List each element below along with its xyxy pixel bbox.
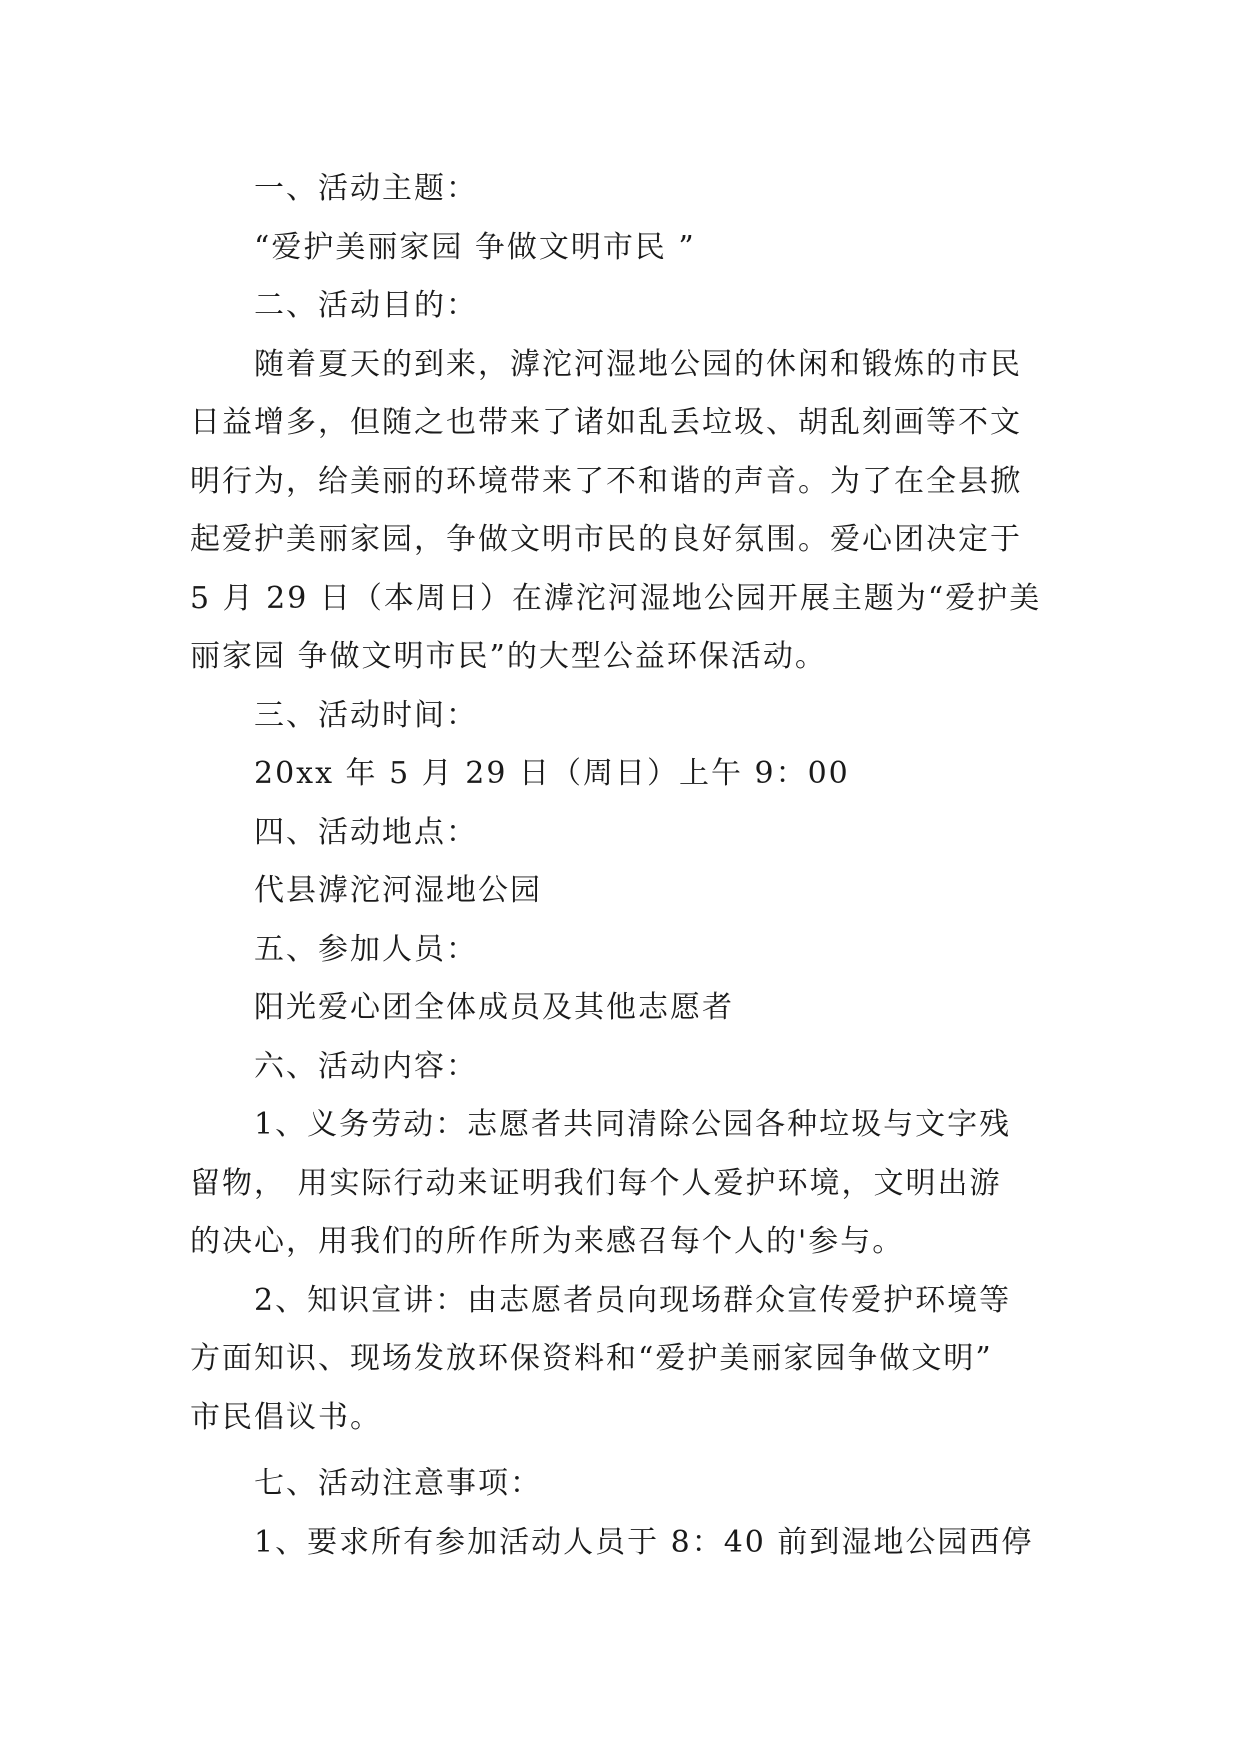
heading-activity-time: 三、活动时间： <box>254 697 478 733</box>
heading-activity-purpose: 二、活动目的： <box>254 288 478 323</box>
heading-activity-content: 六、活动内容： <box>254 1048 478 1084</box>
participants-value: 阳光爱心团全体成员及其他志愿者 <box>254 990 734 1025</box>
purpose-paragraph-line: 丽家园 争做文明市民”的大型公益环保活动。 <box>190 639 827 674</box>
purpose-paragraph-line: 5 月 29 日（本周日）在滹沱河湿地公园开展主题为“爱护美 <box>190 580 1042 616</box>
content-item-2-line: 市民倡议书。 <box>190 1399 382 1435</box>
activity-time-value: 20xx 年 5 月 29 日（周日）上午 9：00 <box>254 756 850 791</box>
content-item-1-line: 1、义务劳动：志愿者共同清除公园各种垃圾与文字残 <box>254 1107 1012 1142</box>
precaution-item-1-line: 1、要求所有参加活动人员于 8：40 前到湿地公园西停 <box>254 1524 1034 1560</box>
purpose-paragraph-line: 明行为，给美丽的环境带来了不和谐的声音。为了在全县掀 <box>190 463 1022 499</box>
heading-participants: 五、参加人员： <box>254 931 478 967</box>
heading-activity-location: 四、活动地点： <box>254 814 478 850</box>
activity-location-value: 代县滹沱河湿地公园 <box>254 873 542 908</box>
document-body <box>190 160 1050 1572</box>
paragraph-spacer <box>190 1447 1050 1455</box>
heading-activity-theme: 一、活动主题： <box>254 171 478 206</box>
content-item-2-line: 2、知识宣讲：由志愿者员向现场群众宣传爱护环境等 <box>254 1282 1012 1318</box>
purpose-paragraph-line: 随着夏天的到来，滹沱河湿地公园的休闲和锻炼的市民 <box>254 346 1022 382</box>
content-item-2-line: 方面知识、现场发放环保资料和“爱护美丽家园争做文明” <box>190 1341 993 1376</box>
heading-precautions: 七、活动注意事项： <box>254 1466 542 1501</box>
purpose-paragraph-line: 日益增多，但随之也带来了诸如乱丢垃圾、胡乱刻画等不文 <box>190 405 1022 440</box>
content-item-1-line: 的决心，用我们的所作所为来感召每个人的'参与。 <box>190 1224 905 1259</box>
theme-slogan: “爱护美丽家园 争做文明市民 ” <box>254 229 696 265</box>
purpose-paragraph-line: 起爱护美丽家园，争做文明市民的良好氛围。爱心团决定于 <box>190 522 1022 557</box>
content-item-1-line: 留物， 用实际行动来证明我们每个人爱护环境，文明出游 <box>190 1165 1002 1201</box>
